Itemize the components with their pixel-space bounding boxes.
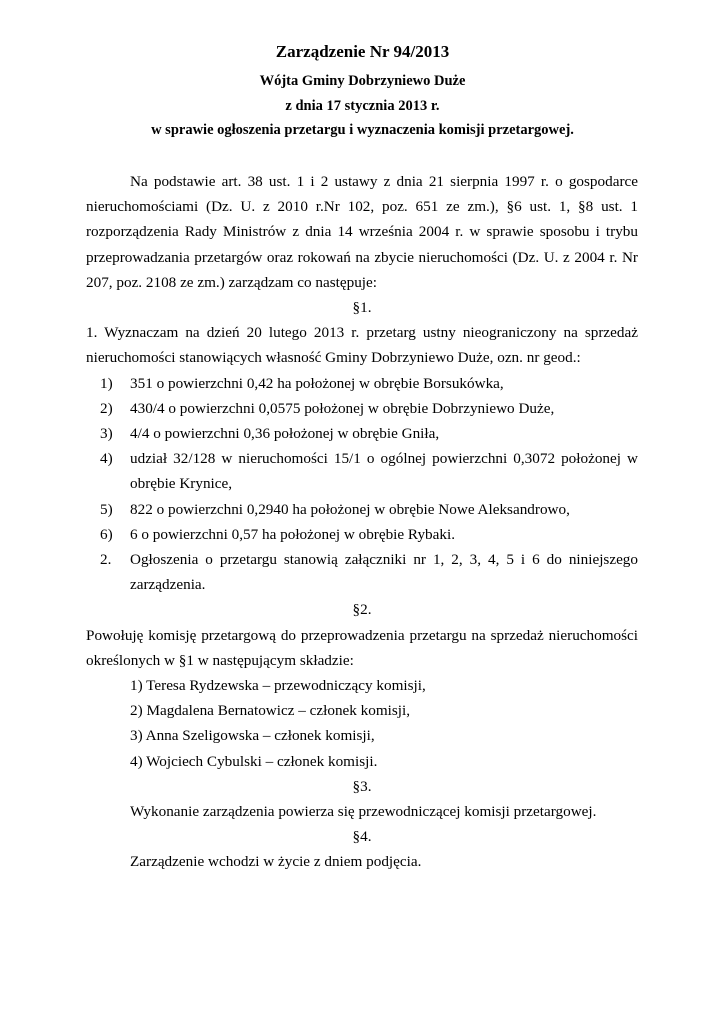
list-item-number: 1) [100, 374, 113, 392]
list-item-text: 430/4 o powierzchni 0,0575 położonej w obrębie Dobrzyniewo Duże, [130, 399, 555, 417]
section-2-heading: §2. [352, 601, 372, 619]
list-item-text: udział 32/128 w nieruchomości 15/1 o ogólnej powierzchni 0,3072 położonej w obrębie Krynice, [130, 450, 638, 493]
list-item [86, 371, 638, 396]
list-item-text: 351 o powierzchni 0,42 ha położonej w obrębie Borsukówka, [130, 374, 504, 392]
committee-member: 3) Anna Szeligowska – członek komisji, [130, 727, 375, 745]
list-item [86, 522, 638, 547]
list-item [86, 446, 638, 496]
document-issuer: Wójta Gminy Dobrzyniewo Duże [259, 73, 466, 89]
list-item-text: 6 o powierzchni 0,57 ha położonej w obrębie Rybaki. [130, 525, 455, 543]
list-item-number: 2) [100, 399, 113, 417]
section-3-heading: §3. [352, 777, 372, 795]
list-item-text: 4/4 o powierzchni 0,36 położonej w obrębie Gniła, [130, 425, 440, 443]
document-body [86, 169, 638, 875]
preamble-paragraph: Na podstawie art. 38 ust. 1 i 2 ustawy z dnia 21 sierpnia 1997 r. o gospodarce nieruchomościami (Dz. U. z 2010 r.Nr 102, poz. 651 ze zm.), §6 ust. 1, §8 ust. 1 rozporządzenia Rady Ministrów z dnia 14 września 2004 r. w sprawie sposobu i trybu przeprowadzania przetargów oraz rokowań na zbycie nieruchomości (Dz. U. z 2004 r. Nr 207, poz. 2108 ze zm.) zarządzam co następuje: [86, 173, 638, 291]
section-1-paragraph: 1. Wyznaczam na dzień 20 lutego 2013 r. przetarg ustny nieograniczony na sprzedaż nieruchomości stanowiących własność Gminy Dobrzyniewo Duże, ozn. nr geod.: [86, 324, 638, 367]
list-item [86, 421, 638, 446]
document-subject: w sprawie ogłoszenia przetargu i wyznaczenia komisji przetargowej. [151, 122, 574, 138]
list-item-number: 2. [100, 551, 112, 569]
section-1-heading: §1. [352, 299, 372, 317]
section-4-heading: §4. [352, 828, 372, 846]
list-item-number: 5) [100, 500, 113, 518]
document-date: z dnia 17 stycznia 2013 r. [285, 98, 440, 114]
list-item [86, 497, 638, 522]
list-item-number: 6) [100, 525, 113, 543]
list-item [86, 547, 638, 597]
list-item [86, 396, 638, 421]
section-4-paragraph: Zarządzenie wchodzi w życie z dniem podjęcia. [130, 853, 422, 871]
document-title: Zarządzenie Nr 94/2013 [275, 42, 450, 61]
committee-member: 2) Magdalena Bernatowicz – członek komisji, [130, 702, 411, 720]
list-item-text: Ogłoszenia o przetargu stanowią załączniki nr 1, 2, 3, 4, 5 i 6 do niniejszego zarządzenia. [130, 551, 638, 594]
section-3-paragraph: Wykonanie zarządzenia powierza się przewodniczącej komisji przetargowej. [130, 803, 597, 821]
committee-member: 4) Wojciech Cybulski – członek komisji. [130, 752, 378, 770]
list-item-text: 822 o powierzchni 0,2940 ha położonej w obrębie Nowe Aleksandrowo, [130, 500, 570, 518]
list-item-number: 4) [100, 450, 113, 468]
list-item-number: 3) [100, 425, 113, 443]
section-2-paragraph: Powołuję komisję przetargową do przeprowadzenia przetargu na sprzedaż nieruchomości określonych w §1 w następującym składzie: [86, 626, 638, 669]
committee-member: 1) Teresa Rydzewska – przewodniczący komisji, [130, 677, 426, 695]
